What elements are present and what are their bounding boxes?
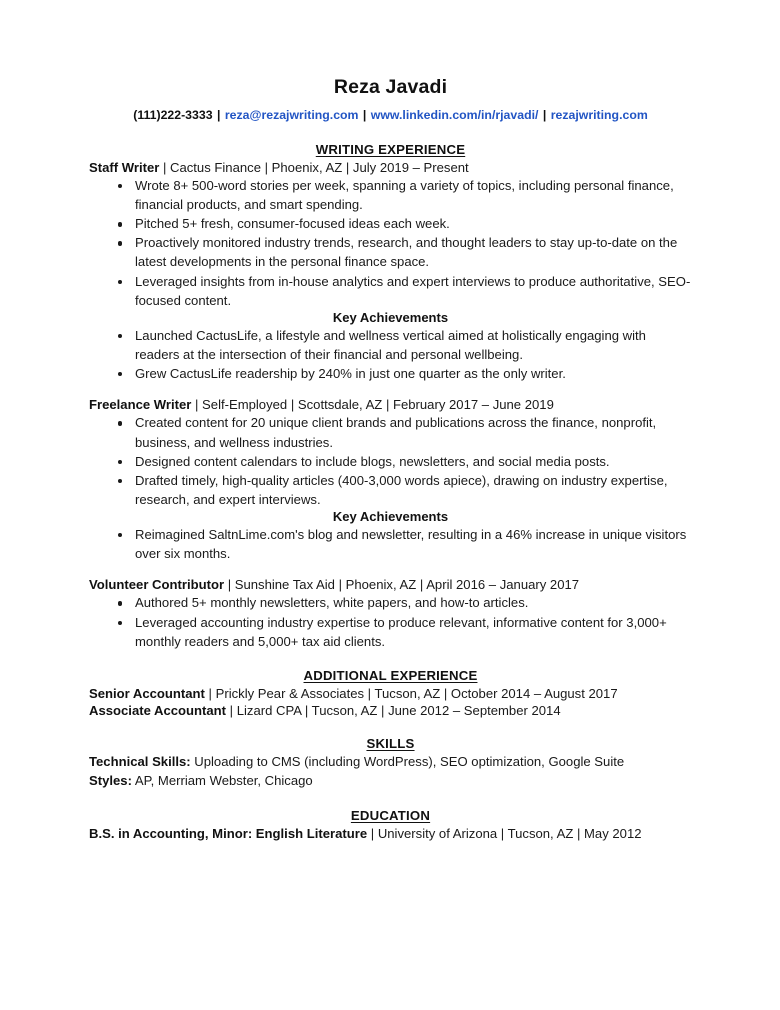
list-item: Pitched 5+ fresh, consumer-focused ideas each week. xyxy=(89,214,692,233)
spacer xyxy=(89,563,692,576)
list-item: Leveraged accounting industry expertise to produce relevant, informative content for 3,000+ monthly readers and 5,000+ tax aid clients. xyxy=(89,613,692,651)
skills-value: Uploading to CMS (including WordPress), SEO optimization, Google Suite xyxy=(190,754,625,770)
list-item: Proactively monitored industry trends, research, and thought leaders to stay up-to-date on the latest developments in the personal finance space. xyxy=(89,233,692,271)
section-heading-skills: SKILLS xyxy=(366,736,415,752)
contact-line xyxy=(89,108,692,123)
job-entry-freelance-writer xyxy=(89,396,692,413)
key-achievements-label-staff-writer: Key Achievements xyxy=(332,309,449,325)
skills-label: Styles: xyxy=(89,772,132,788)
skills-row-technical xyxy=(89,753,692,772)
job-title: Associate Accountant xyxy=(89,703,227,719)
list-item: Drafted timely, high-quality articles (400-3,000 words apiece), drawing on industry expertise, research, and expert interviews. xyxy=(89,471,692,509)
job-achievements-staff-writer xyxy=(89,326,692,383)
job-meta: | Self-Employed | Scottsdale, AZ | February 2017 – June 2019 xyxy=(191,397,554,413)
job-bullets-freelance-writer xyxy=(89,413,692,509)
degree-title: B.S. in Accounting, Minor: English Literature xyxy=(89,825,368,841)
job-achievements-freelance-writer xyxy=(89,525,692,563)
list-item: Wrote 8+ 500-word stories per week, spanning a variety of topics, including personal finance, financial products, and smart spending. xyxy=(89,176,692,214)
degree-meta: | University of Arizona | Tucson, AZ | May 2012 xyxy=(367,825,642,841)
list-item: Launched CactusLife, a lifestyle and wellness vertical aimed at holistically engaging with readers at the intersection of their financial and personal wellbeing. xyxy=(89,326,692,364)
additional-entry-senior-accountant xyxy=(89,685,692,702)
key-achievements-label-freelance-writer: Key Achievements xyxy=(332,508,449,524)
section-heading-additional-experience: ADDITIONAL EXPERIENCE xyxy=(303,667,478,683)
job-bullets-volunteer-contributor xyxy=(89,593,692,650)
contact-separator-2: | xyxy=(362,108,367,123)
skills-row-styles xyxy=(89,772,692,791)
spacer xyxy=(89,651,692,668)
job-meta: | Sunshine Tax Aid | Phoenix, AZ | April 2016 – January 2017 xyxy=(224,577,580,593)
linkedin-link[interactable]: www.linkedin.com/in/rjavadi/ xyxy=(370,108,539,123)
skills-value: AP, Merriam Webster, Chicago xyxy=(131,772,313,788)
section-heading-writing-experience: WRITING EXPERIENCE xyxy=(315,141,466,157)
job-title: Staff Writer xyxy=(89,159,160,175)
list-item: Reimagined SaltnLime.com's blog and newsletter, resulting in a 46% increase in unique visitors over six months. xyxy=(89,525,692,563)
job-title: Senior Accountant xyxy=(89,685,205,701)
spacer xyxy=(89,791,692,808)
job-title: Volunteer Contributor xyxy=(89,577,225,593)
education-entry xyxy=(89,825,692,842)
job-title: Freelance Writer xyxy=(89,397,192,413)
job-entry-volunteer-contributor xyxy=(89,576,692,593)
website-link[interactable]: rezajwriting.com xyxy=(550,108,648,123)
job-meta: | Prickly Pear & Associates | Tucson, AZ | October 2014 – August 2017 xyxy=(204,685,618,701)
list-item: Created content for 20 unique client brands and publications across the finance, nonprofit, business, and wellness industries. xyxy=(89,413,692,451)
email-link[interactable]: reza@rezajwriting.com xyxy=(224,108,359,123)
contact-separator-1: | xyxy=(216,108,221,123)
spacer xyxy=(89,719,692,736)
candidate-name: Reza Javadi xyxy=(333,76,448,98)
list-item: Authored 5+ monthly newsletters, white papers, and how-to articles. xyxy=(89,593,692,612)
skills-label: Technical Skills: xyxy=(89,754,191,770)
section-heading-education: EDUCATION xyxy=(350,807,431,823)
list-item: Grew CactusLife readership by 240% in just one quarter as the only writer. xyxy=(89,364,692,383)
list-item: Leveraged insights from in-house analytics and expert interviews to produce authoritative, SEO-focused content. xyxy=(89,272,692,310)
list-item: Designed content calendars to include blogs, newsletters, and social media posts. xyxy=(89,452,692,471)
job-meta: | Cactus Finance | Phoenix, AZ | July 2019 – Present xyxy=(159,159,469,175)
phone-number: (111)222-3333 xyxy=(133,108,213,123)
job-entry-staff-writer xyxy=(89,159,692,176)
job-bullets-staff-writer xyxy=(89,176,692,310)
spacer xyxy=(89,383,692,396)
contact-separator-3: | xyxy=(542,108,547,123)
additional-entry-associate-accountant xyxy=(89,702,692,719)
job-meta: | Lizard CPA | Tucson, AZ | June 2012 – September 2014 xyxy=(226,703,561,719)
